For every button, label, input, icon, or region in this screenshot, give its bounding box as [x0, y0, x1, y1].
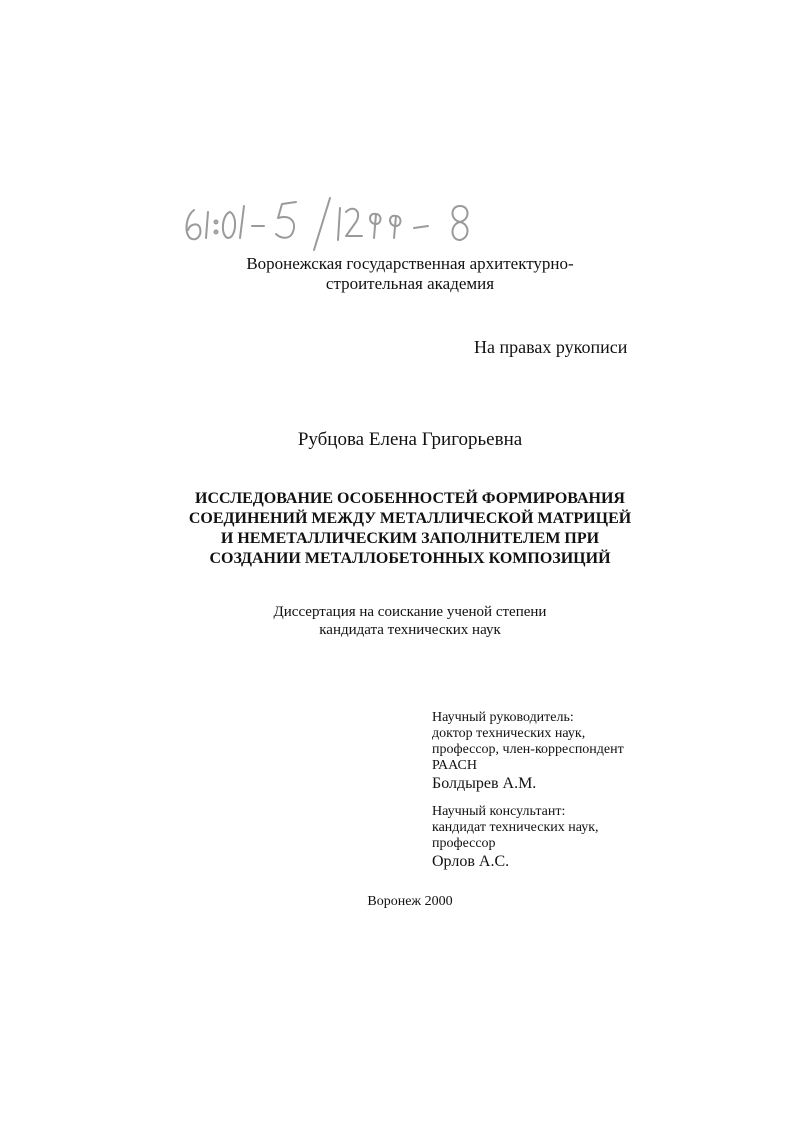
- scientific-consultant-block: [432, 804, 599, 872]
- advisor-role: Научный руководитель:: [432, 710, 574, 725]
- institution-line-1: Воронежская государственная архитектурно-: [246, 254, 574, 273]
- consultant-credential-2: профессор: [432, 836, 496, 851]
- consultant-credential-1: кандидат технических наук,: [432, 820, 599, 835]
- title-line-4: СОЗДАНИИ МЕТАЛЛОБЕТОННЫХ КОМПОЗИЦИЙ: [209, 550, 611, 567]
- advisor-credential-3: РААСН: [432, 758, 477, 773]
- degree-statement: [160, 603, 660, 639]
- scientific-advisor-block: [432, 710, 624, 794]
- dissertation-title: [150, 489, 670, 569]
- title-line-2: СОЕДИНЕНИЙ МЕЖДУ МЕТАЛЛИЧЕСКОЙ МАТРИЦЕЙ: [188, 510, 632, 527]
- degree-line-1: Диссертация на соискание ученой степени: [273, 604, 547, 620]
- institution-line-2: строительная академия: [325, 274, 495, 293]
- city-and-year: Воронеж 2000: [367, 894, 453, 909]
- advisor-credential-2: профессор, член-корреспондент: [432, 742, 624, 757]
- title-line-1: ИССЛЕДОВАНИЕ ОСОБЕННОСТЕЙ ФОРМИРОВАНИЯ: [195, 490, 625, 507]
- handwritten-code-image: [178, 192, 508, 254]
- title-line-3: И НЕМЕТАЛЛИЧЕСКИМ ЗАПОЛНИТЕЛЕМ ПРИ: [220, 530, 600, 547]
- consultant-name: Орлов А.С.: [432, 853, 510, 870]
- author-name: Рубцова Елена Григорьевна: [297, 429, 523, 450]
- degree-line-2: кандидата технических наук: [319, 622, 501, 638]
- institution-name: [180, 254, 640, 294]
- consultant-role: Научный консультант:: [432, 804, 566, 819]
- handwritten-catalog-code: [178, 192, 508, 254]
- advisor-credential-1: доктор технических наук,: [432, 726, 586, 741]
- manuscript-rights-note: На правах рукописи: [474, 337, 628, 357]
- advisor-name: Болдырев А.М.: [432, 775, 537, 792]
